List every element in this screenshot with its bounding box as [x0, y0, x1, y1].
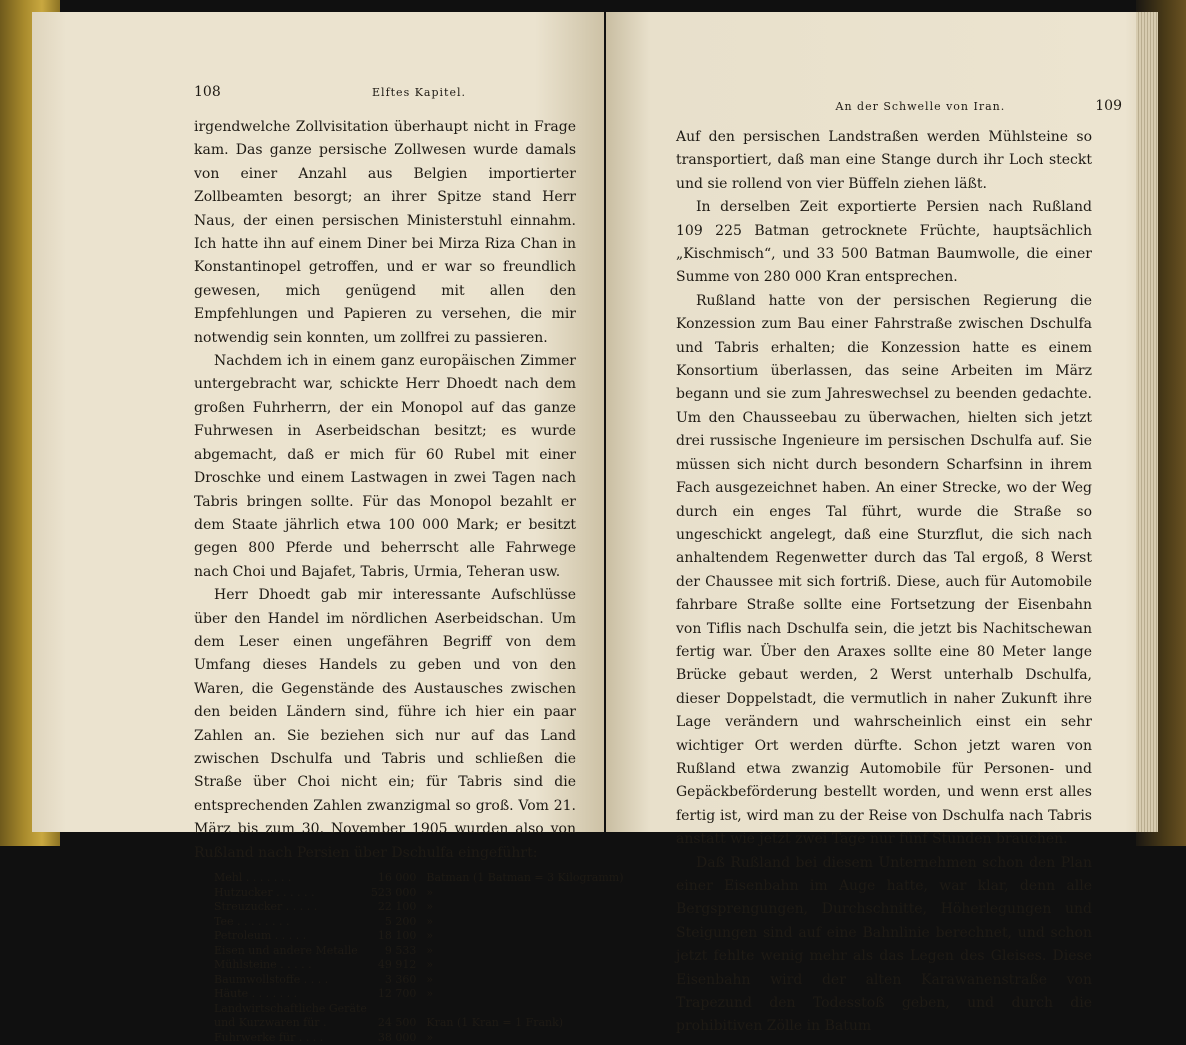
table-row [214, 973, 628, 988]
table-cell-item: Mühlsteine . . . . . [214, 958, 371, 973]
table-row [214, 929, 628, 944]
table-row [214, 1016, 628, 1031]
table-cell-value: 9 533 [371, 944, 421, 959]
table-cell-item: Häute . . . . . . . [214, 987, 371, 1002]
table-cell-value: 24 500 [371, 1016, 421, 1031]
right-page [606, 12, 1158, 832]
right-page-body [676, 126, 1092, 1039]
table-cell-item: Mehl . . . . . . . [214, 871, 371, 886]
table-row [214, 987, 628, 1002]
table-cell-item: Fuhrwerke für . . . . [214, 1031, 371, 1045]
table-cell-item: Hutzucker . . . . . . [214, 886, 371, 901]
trade-table [214, 871, 628, 1045]
left-page [32, 12, 604, 832]
table-cell-value [371, 1002, 421, 1017]
table-cell-value: 12 700 [371, 987, 421, 1002]
table-row [214, 944, 628, 959]
table-cell-item: Petroleum . . . . . [214, 929, 371, 944]
table-cell-item: und Kurzwaren für . [214, 1016, 371, 1031]
paragraph: Daß Rußland bei diesem Unternehmen schon den Plan einer Eisenbahn im Auge hatte, war klar, denn alle Bergsprengungen, Durchschnitte, Höherlegungen und Steigungen sind auf eine Bahnlinie berechnet, und schon jetzt fehlte wenig mehr als das Legen des Gleises. Diese Eisenbahn wird der alten Karawanenstraße von Trapezund den Todesstoß geben, und durch die prohibitiven Zölle in Batum [676, 852, 1092, 1039]
page-number: 108 [194, 84, 221, 100]
table-cell-unit: » [420, 915, 627, 930]
table-cell-unit: » [420, 929, 627, 944]
table-cell-item: Baumwollstoffe . . . . [214, 973, 371, 988]
table-cell-unit: » [420, 1031, 627, 1045]
table-cell-value: 18 100 [371, 929, 421, 944]
table-cell-value: 22 100 [371, 900, 421, 915]
table-cell-value: 16 000 [371, 871, 421, 886]
table-cell-value: 49 912 [371, 958, 421, 973]
paragraph: irgendwelche Zollvisitation überhaupt nicht in Frage kam. Das ganze persische Zollwesen wurde damals von einer Anzahl aus Belgien importierter Zollbeamten besorgt; an ihrer Spitze stand Herr Naus, der einen persischen Ministerstuhl einnahm. Ich hatte ihn auf einem Diner bei Mirza Riza Chan in Konstantinopel getroffen, und er war so freundlich gewesen, mich genügend mit allen den Empfehlungen und Papieren zu versehen, die mir notwendig sein konnten, um zollfrei zu passieren. [194, 116, 576, 350]
table-row [214, 900, 628, 915]
table-cell-value: 38 000 [371, 1031, 421, 1045]
page-number: 109 [1095, 98, 1122, 114]
table-row [214, 871, 628, 886]
table-cell-unit: » [420, 886, 627, 901]
paragraph: Nachdem ich in einem ganz europäischen Zimmer untergebracht war, schickte Herr Dhoedt nach dem großen Fuhrherrn, der ein Monopol auf das ganze Fuhrwesen in Aserbeidschan besitzt; es wurde abgemacht, daß er mich für 60 Rubel mit einer Droschke und einem Lastwagen in zwei Tagen nach Tabris bringen sollte. Für das Monopol bezahlt er dem Staate jährlich etwa 100 000 Mark; er besitzt gegen 800 Pferde und beherrscht alle Fahrwege nach Choi und Bajafet, Tabris, Urmia, Teheran usw. [194, 350, 576, 584]
paragraph: Rußland hatte von der persischen Regierung die Konzession zum Bau einer Fahrstraße zwischen Dschulfa und Tabris erhalten; die Konzession hatte es einem Konsortium überlassen, das seine Arbeiten im März begann und sie zum Jahreswechsel zu beenden gedachte. Um den Chausseebau zu überwachen, hielten sich jetzt drei russische Ingenieure im persischen Dschulfa auf. Sie müssen sich nicht durch besondern Scharfsinn in ihrem Fach ausgezeichnet haben. An einer Strecke, wo der Weg durch ein enges Tal führt, wurde die Straße so ungeschickt angelegt, daß eine Sturzflut, die sich nach anhaltendem Regenwetter durch das Tal ergoß, 8 Werst der Chaussee mit sich fortriß. Diese, auch für Automobile fahrbare Straße sollte eine Fortsetzung der Eisenbahn von Tiflis nach Dschulfa sein, die jetzt bis Nachitschewan fertig war. Über den Araxes sollte eine 80 Meter lange Brücke gebaut werden, 2 Werst unterhalb Dschulfa, dieser Doppelstadt, die vermutlich in naher Zukunft ihre Lage verändern und wahrscheinlich einst ein sehr wichtiger Ort werden dürfte. Schon jetzt waren von Rußland etwa zwanzig Automobile für Personen- und Gepäckbeförderung bestellt worden, und wenn erst alles fertig ist, wird man zu der Reise von Dschulfa nach Tabris anstatt wie jetzt zwei Tage nur fünf Stunden brauchen. [676, 290, 1092, 852]
table-cell-item: Eisen und andere Metalle [214, 944, 371, 959]
table-cell-unit: » [420, 944, 627, 959]
running-head: Elftes Kapitel. [372, 84, 466, 100]
table-cell-unit: » [420, 958, 627, 973]
table-cell-item: Tee . . . . . . . . [214, 915, 371, 930]
table-row [214, 1002, 628, 1017]
left-page-header [194, 84, 576, 100]
page-edges [1136, 12, 1158, 832]
paragraph: In derselben Zeit exportierte Persien nach Rußland 109 225 Batman getrocknete Früchte, hauptsächlich „Kischmisch“, und 33 500 Batman Baumwolle, die einer Summe von 280 000 Kran entsprechen. [676, 196, 1092, 290]
table-row [214, 886, 628, 901]
paragraph: Auf den persischen Landstraßen werden Mühlsteine so transportiert, daß man eine Stange durch ihr Loch steckt und sie rollend von vier Büffeln ziehen läßt. [676, 126, 1092, 196]
right-page-header [676, 98, 1122, 114]
table-row [214, 915, 628, 930]
table-cell-unit: » [420, 987, 627, 1002]
table-cell-value: 523 000 [371, 886, 421, 901]
table-cell-unit: » [420, 900, 627, 915]
table-cell-unit [420, 1002, 627, 1017]
table-row [214, 1031, 628, 1045]
table-cell-item: Streuzucker . . . . . [214, 900, 371, 915]
table-cell-unit: » [420, 973, 627, 988]
table-cell-unit: Kran (1 Kran = 1 Frank) [420, 1016, 627, 1031]
table-cell-item: Landwirtschaftliche Geräte [214, 1002, 371, 1017]
running-head: An der Schwelle von Iran. [836, 100, 1006, 113]
table-cell-unit: Batman (1 Batman = 3 Kilogramm) [420, 871, 627, 886]
table-cell-value: 5 200 [371, 915, 421, 930]
paragraph: Herr Dhoedt gab mir interessante Aufschlüsse über den Handel im nördlichen Aserbeidschan. Um dem Leser einen ungefähren Begriff von dem Umfang dieses Handels zu geben und von den Waren, die Gegenstände des Austausches zwischen den beiden Ländern sind, führe ich hier ein paar Zahlen an. Sie beziehen sich nur auf das Land zwischen Dschulfa und Tabris und schließen die Straße über Choi nicht ein; für Tabris sind die entsprechenden Zahlen zwanzigmal so groß. Vom 21. März bis zum 30. November 1905 wurden also von Rußland nach Persien über Dschulfa eingeführt: [194, 584, 576, 865]
table-cell-value: 3 360 [371, 973, 421, 988]
table-row [214, 958, 628, 973]
left-page-body [194, 116, 576, 865]
